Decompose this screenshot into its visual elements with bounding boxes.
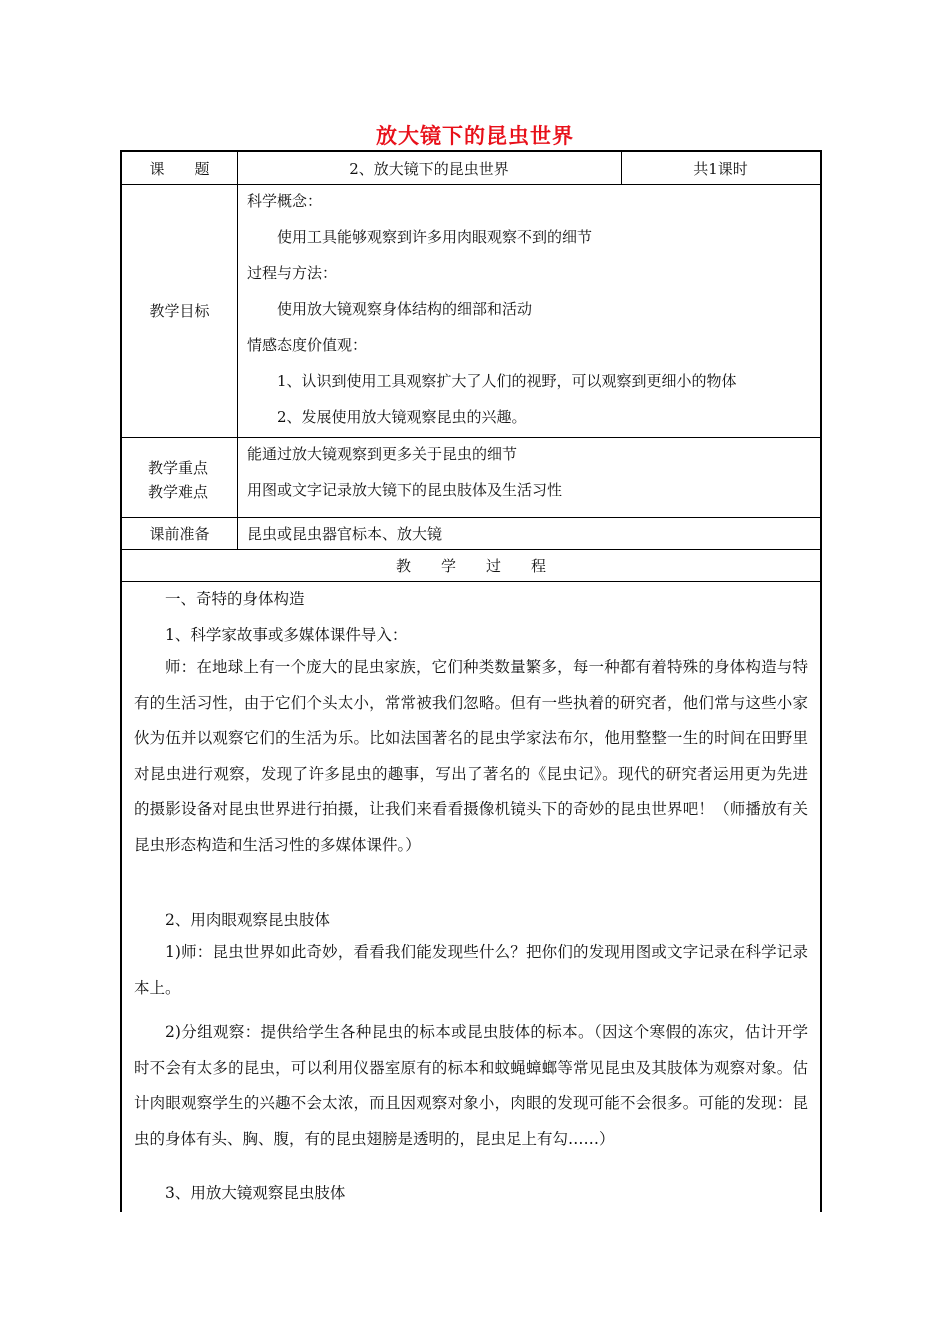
key-point: 能通过放大镜观察到更多关于昆虫的细节 — [247, 445, 518, 463]
goals-content — [237, 184, 820, 437]
paragraph: 师：在地球上有一个庞大的昆虫家族，它们种类数量繁多，每一种都有着特殊的身体构造与特有的生活习性，由于它们个头太小，常常被我们忽略。但有一些执着的研究者，他们常与这些小家伙为伍并以观察它们的生活为乐。比如法国著名的昆虫学家法布尔，他用整整一生的时间在田野里对昆虫进行观察，发现了许多昆虫的趣事，写出了著名的《昆虫记》。现代的研究者运用更为先进的摄影设备对昆虫世界进行拍摄，让我们来看看摄像机镜头下的奇妙的昆虫世界吧！（师播放有关昆虫形态构造和生活习性的多媒体课件。） — [134, 658, 808, 854]
lesson-plan-table — [120, 150, 822, 1212]
goals-row — [122, 184, 820, 438]
paragraph: 2)分组观察：提供给学生各种昆虫的标本或昆虫肢体的标本。（因这个寒假的冻灾，估计开学时不会有太多的昆虫，可以利用仪器室原有的标本和蚊蝇蟑螂等常见昆虫及其肢体为观察对象。估计肉眼观察学生的兴趣不会太浓，而且因观察对象小，肉眼的发现可能不会很多。可能的发现：昆虫的身体有头、胸、腹，有的昆虫翅膀是透明的，昆虫足上有勾……） — [134, 1023, 808, 1148]
prep-value: 昆虫或昆虫器官标本、放大镜 — [247, 525, 443, 543]
keypoints-label — [122, 437, 238, 517]
goal-item: 2、发展使用放大镜观察昆虫的兴趣。 — [277, 408, 527, 426]
step-heading: 1、科学家故事或多媒体课件导入： — [165, 626, 408, 644]
key-label: 教学重点 — [148, 459, 209, 477]
difficult-point: 用图或文字记录放大镜下的昆虫肢体及生活习性 — [247, 481, 563, 499]
keypoints-content — [237, 437, 820, 517]
step-heading: 3、用放大镜观察昆虫肢体 — [165, 1184, 346, 1202]
paragraph: 1)师：昆虫世界如此奇妙，看看我们能发现些什么？把你们的发现用图或文字记录在科学记录本上。 — [134, 943, 808, 997]
section-heading: 一、奇特的身体构造 — [165, 590, 305, 608]
goal-heading-method: 过程与方法： — [247, 264, 338, 282]
goals-label: 教学目标 — [122, 184, 238, 437]
goal-item: 使用放大镜观察身体结构的细部和活动 — [277, 300, 533, 318]
goal-heading-attitude: 情感态度价值观： — [247, 336, 368, 354]
goal-heading-concept: 科学概念： — [247, 192, 323, 210]
goal-item: 使用工具能够观察到许多用肉眼观察不到的细节 — [277, 228, 593, 246]
goal-item: 1、认识到使用工具观察扩大了人们的视野，可以观察到更细小的物体 — [277, 372, 737, 390]
prep-content — [237, 517, 820, 549]
step-heading: 2、用肉眼观察昆虫肢体 — [165, 911, 330, 929]
prep-row — [122, 517, 820, 550]
prep-label: 课前准备 — [122, 517, 238, 549]
lesson-hours: 共1课时 — [693, 159, 748, 178]
lesson-title: 2、放大镜下的昆虫世界 — [237, 152, 622, 184]
process-heading: 教 学 过 程 — [395, 556, 546, 575]
keypoints-row — [122, 437, 820, 518]
process-heading-row — [122, 549, 820, 582]
difficult-label: 教学难点 — [148, 483, 209, 501]
subject-label: 课 题 — [122, 152, 238, 184]
process-body — [122, 581, 820, 1212]
document-title: 放大镜下的昆虫世界 — [376, 123, 574, 148]
header-row — [122, 152, 820, 185]
